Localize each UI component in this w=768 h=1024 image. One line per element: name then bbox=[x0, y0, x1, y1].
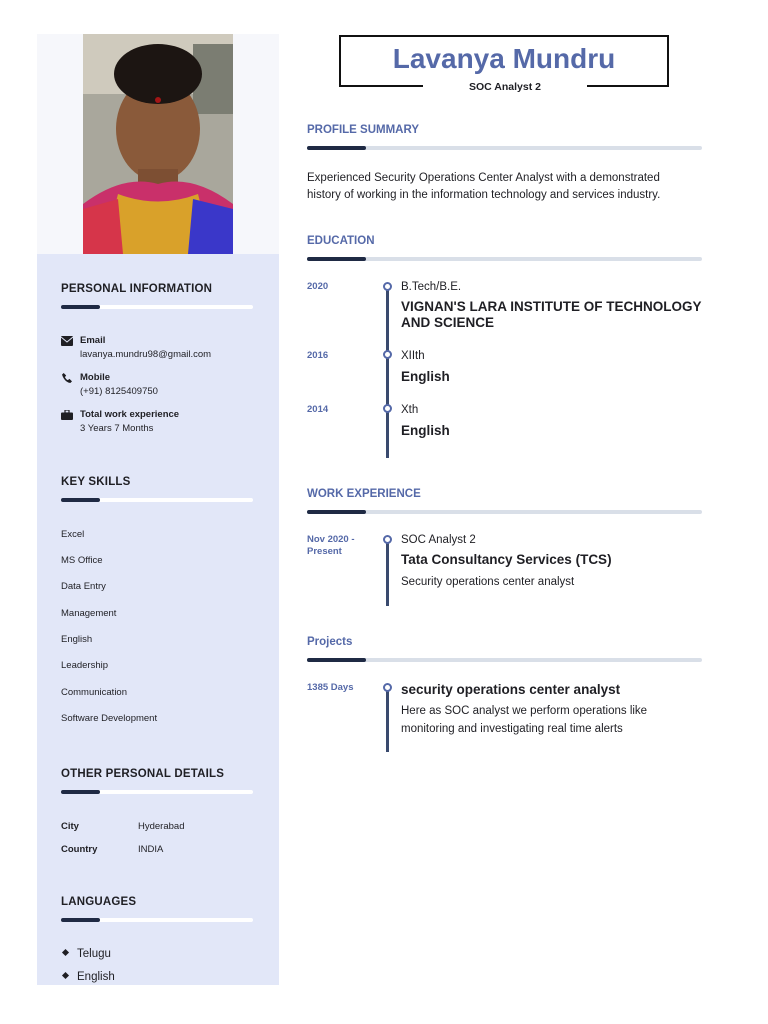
school-line: VIGNAN'S LARA INSTITUTE OF TECHNOLOGY bbox=[401, 299, 702, 314]
mobile-value: (+91) 8125409750 bbox=[80, 386, 158, 397]
country-value: INDIA bbox=[138, 844, 164, 855]
timeline-dot bbox=[383, 350, 392, 359]
timeline-dot bbox=[383, 683, 392, 692]
briefcase-icon bbox=[61, 410, 73, 420]
work-company: Tata Consultancy Services (TCS) bbox=[401, 552, 612, 567]
candidate-role: SOC Analyst 2 bbox=[423, 81, 587, 97]
email-label: Email bbox=[80, 335, 106, 346]
language-label: Telugu bbox=[77, 948, 111, 960]
skill-item: Software Development bbox=[61, 713, 158, 724]
education-degree: Xth bbox=[401, 404, 419, 416]
school-line: AND SCIENCE bbox=[401, 315, 495, 330]
language-item bbox=[61, 971, 115, 983]
bullet-icon bbox=[62, 972, 69, 979]
timeline-dot bbox=[383, 282, 392, 291]
work-experience-title: WORK EXPERIENCE bbox=[307, 488, 421, 500]
skill-item: English bbox=[61, 634, 93, 645]
section-divider bbox=[307, 146, 702, 150]
key-skills-title: KEY SKILLS bbox=[61, 476, 131, 488]
mobile-label: Mobile bbox=[80, 372, 111, 383]
profile-line: history of working in the information technology and services industry. bbox=[307, 189, 661, 201]
section-divider bbox=[307, 510, 702, 514]
section-divider bbox=[61, 918, 253, 922]
education-school: English bbox=[401, 423, 450, 438]
language-item bbox=[61, 948, 111, 960]
project-desc-line: monitoring and investigating real time alerts bbox=[401, 723, 623, 735]
work-date-end: Present bbox=[307, 546, 342, 557]
project-desc-line: Here as SOC analyst we perform operations like bbox=[401, 705, 648, 717]
profile-summary-text bbox=[307, 170, 707, 204]
bullet-icon bbox=[62, 949, 69, 956]
education-year: 2020 bbox=[307, 281, 329, 292]
profile-photo bbox=[83, 34, 233, 254]
work-date-start: Nov 2020 - bbox=[307, 534, 355, 545]
candidate-name: Lavanya Mundru bbox=[392, 43, 616, 74]
work-timeline bbox=[386, 538, 389, 606]
projects-timeline bbox=[386, 686, 389, 752]
profile-summary-title: PROFILE SUMMARY bbox=[307, 124, 420, 136]
section-divider bbox=[61, 305, 253, 309]
education-degree: XIIth bbox=[401, 350, 425, 362]
education-year: 2014 bbox=[307, 404, 329, 415]
education-school bbox=[401, 299, 711, 331]
section-divider bbox=[61, 498, 253, 502]
other-details-title: OTHER PERSONAL DETAILS bbox=[61, 768, 225, 780]
section-divider bbox=[61, 790, 253, 794]
experience-value: 3 Years 7 Months bbox=[80, 423, 154, 434]
languages-title: LANGUAGES bbox=[61, 896, 137, 908]
language-label: English bbox=[77, 971, 115, 983]
email-value: lavanya.mundru98@gmail.com bbox=[80, 349, 212, 360]
country-label: Country bbox=[61, 844, 98, 855]
education-timeline bbox=[386, 285, 389, 458]
education-school: English bbox=[401, 369, 450, 384]
skill-item: Excel bbox=[61, 529, 85, 540]
timeline-dot bbox=[383, 535, 392, 544]
section-divider bbox=[307, 257, 702, 261]
work-dates bbox=[307, 534, 355, 558]
project-description bbox=[401, 702, 701, 738]
timeline-dot bbox=[383, 404, 392, 413]
education-degree: B.Tech/B.E. bbox=[401, 281, 462, 293]
city-value: Hyderabad bbox=[138, 821, 185, 832]
education-title: EDUCATION bbox=[307, 235, 375, 247]
skill-item: MS Office bbox=[61, 555, 103, 566]
work-description: Security operations center analyst bbox=[401, 576, 575, 588]
sidebar bbox=[37, 34, 279, 985]
experience-label: Total work experience bbox=[80, 409, 180, 420]
project-duration: 1385 Days bbox=[307, 682, 354, 693]
profile-line: Experienced Security Operations Center Analyst with a demonstrated bbox=[307, 172, 660, 184]
phone-icon bbox=[61, 373, 73, 383]
personal-info-title: PERSONAL INFORMATION bbox=[61, 283, 213, 295]
education-year: 2016 bbox=[307, 350, 329, 361]
project-name: security operations center analyst bbox=[401, 682, 621, 697]
city-label: City bbox=[61, 821, 79, 832]
photo-area bbox=[37, 34, 279, 254]
skill-item: Management bbox=[61, 608, 117, 619]
projects-title: Projects bbox=[307, 636, 353, 648]
section-divider bbox=[307, 658, 702, 662]
name-box bbox=[339, 35, 669, 87]
skill-item: Leadership bbox=[61, 660, 109, 671]
work-position: SOC Analyst 2 bbox=[401, 534, 476, 546]
skill-item: Data Entry bbox=[61, 581, 106, 592]
skill-item: Communication bbox=[61, 687, 127, 698]
email-icon bbox=[61, 336, 73, 346]
